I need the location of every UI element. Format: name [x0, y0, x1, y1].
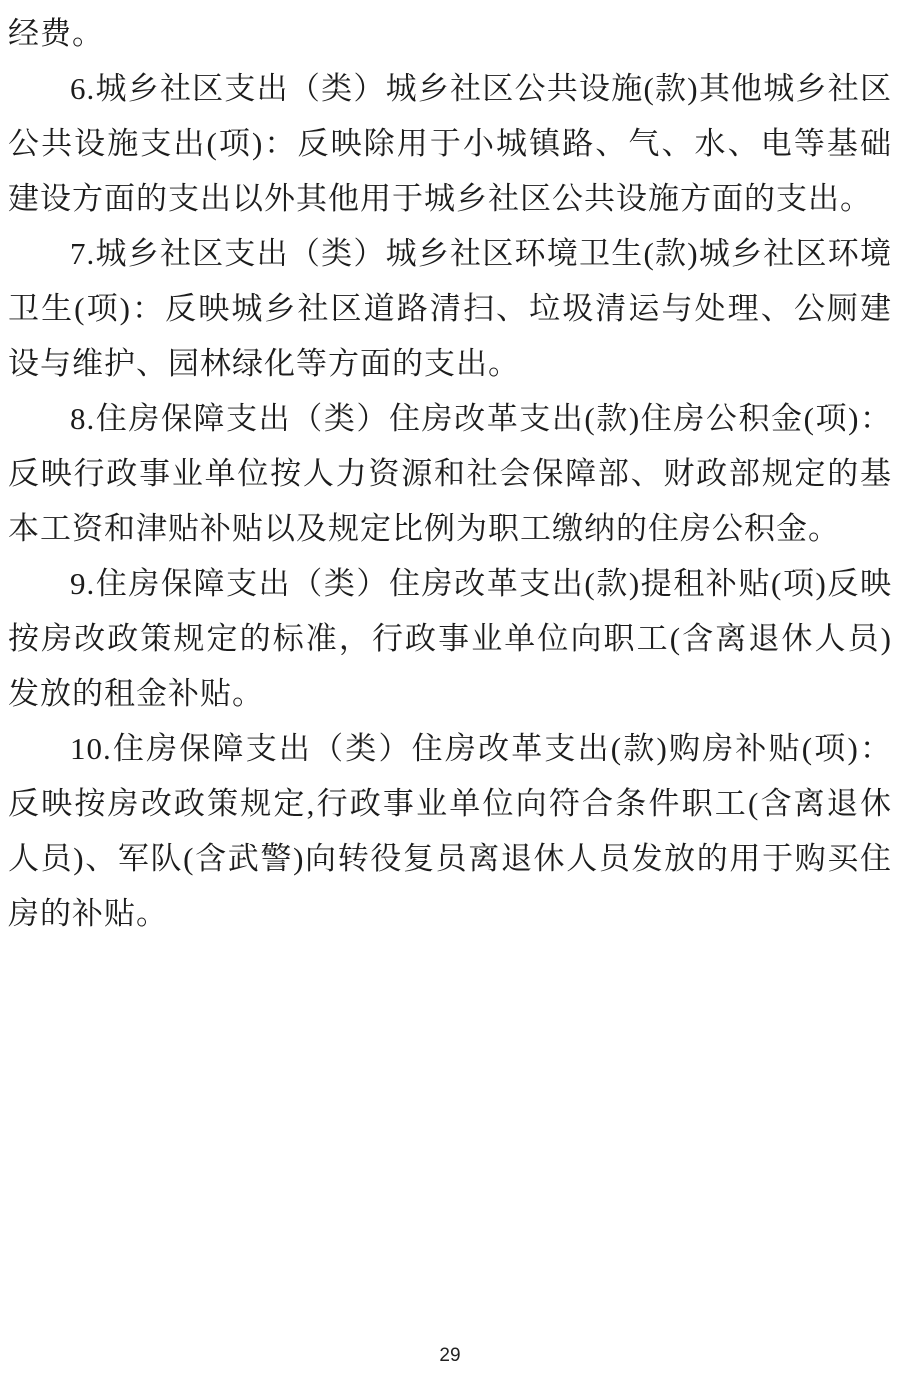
paragraph-item-9: 9.住房保障支出（类）住房改革支出(款)提租补贴(项)反映按房改政策规定的标准，行政事业单位向职工(含离退休人员)发放的租金补贴。: [8, 566, 892, 711]
paragraph-item-8: 8.住房保障支出（类）住房改革支出(款)住房公积金(项)：反映行政事业单位按人力资源和社会保障部、财政部规定的基本工资和津贴补贴以及规定比例为职工缴纳的住房公积金。: [8, 401, 892, 546]
paragraph-item-7: 7.城乡社区支出（类）城乡社区环境卫生(款)城乡社区环境卫生(项)：反映城乡社区道路清扫、垃圾清运与处理、公厕建设与维护、园林绿化等方面的支出。: [8, 236, 892, 381]
document-body-text: [8, 6, 892, 941]
paragraph-item-10: 10.住房保障支出（类）住房改革支出(款)购房补贴(项)：反映按房改政策规定,行政事业单位向符合条件职工(含离退休人员)、军队(含武警)向转役复员离退休人员发放的用于购买住房的补贴。: [8, 731, 892, 931]
page-number: 29: [439, 1345, 461, 1366]
paragraph-continuation: 经费。: [8, 16, 104, 51]
paragraph-item-6: 6.城乡社区支出（类）城乡社区公共设施(款)其他城乡社区公共设施支出(项)：反映除用于小城镇路、气、水、电等基础建设方面的支出以外其他用于城乡社区公共设施方面的支出。: [8, 71, 892, 216]
